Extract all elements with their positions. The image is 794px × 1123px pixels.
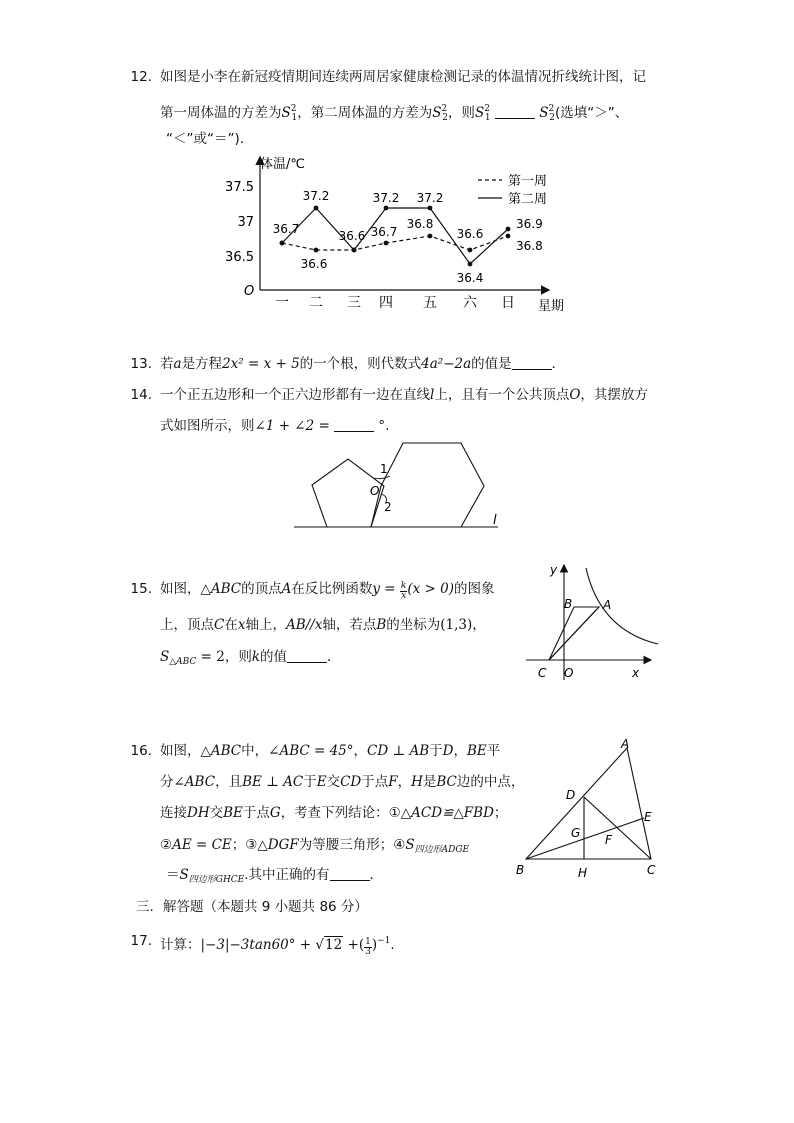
inverse-function-figure (522, 560, 662, 684)
segment-cd (584, 797, 651, 859)
q17-number: 17. (130, 933, 152, 949)
q16-line1: 如图，△ABC中，∠ABC = 45°，CD ⊥ AB于D，BE平 (160, 743, 501, 759)
data-label: 36.8 (516, 239, 543, 253)
data-label: 36.8 (406, 217, 434, 231)
q15-number: 15. (130, 581, 152, 597)
q12-number: 12. (130, 69, 152, 85)
q14-number: 14. (130, 387, 152, 403)
q16-number: 16. (130, 743, 152, 759)
section-3-title: 三．解答题（本题共 9 小题共 86 分） (136, 899, 368, 915)
q16-point-f: F (605, 833, 612, 847)
q14-line1: 一个正五边形和一个正六边形都有一边在直线l上，且有一个公共顶点O，其摆放方 (160, 387, 648, 403)
series-1-point (314, 248, 319, 253)
x-tick-label: 一 (275, 295, 289, 311)
data-label: 36.9 (516, 217, 543, 231)
q16-point-e: E (644, 810, 652, 824)
angle-1-label: 1 (380, 462, 388, 476)
series-2-point (352, 248, 357, 253)
q12-line3: “＜”或“＝”)． (166, 131, 254, 147)
q15-line1: 如图，△ABC的顶点A在反比例函数y = $\frac{k}{x}$ (x > 0)的图象 (160, 581, 495, 601)
x-tick-label: 三 (347, 295, 361, 311)
legend-label-2: 第二周 (508, 192, 548, 207)
q16-point-d: D (566, 788, 576, 802)
q14-answer-blank[interactable] (334, 419, 374, 432)
series-2-point (506, 227, 511, 232)
q15-point-a: A (603, 598, 612, 612)
data-label: 36.6 (456, 227, 484, 241)
triangle-abc-figure (512, 735, 662, 883)
angle-2-label: 2 (384, 500, 392, 514)
q16-line3: 连接DH交BE于点G，考查下列结论：①△ACD≌△FBD； (160, 805, 508, 821)
data-label: 37.2 (416, 191, 444, 205)
q15-answer-blank[interactable] (287, 650, 327, 663)
data-label: 36.4 (456, 271, 484, 285)
legend-label-1: 第一周 (508, 174, 548, 189)
data-label: 36.7 (370, 225, 398, 239)
data-label: 36.7 (272, 222, 300, 236)
q15-point-c: C (538, 666, 547, 680)
q17-line: 计算：|−3|−3tan60° + √12 +( $\frac{1}{3}$ )$^{-1}$. (160, 936, 395, 957)
line-l-label: l (493, 513, 497, 528)
series-1-point (428, 234, 433, 239)
data-label: 37.2 (302, 189, 330, 203)
regular-hexagon (371, 443, 484, 527)
q12-answer-blank[interactable] (495, 106, 535, 119)
q13-answer-blank[interactable] (512, 357, 552, 370)
series-2-point (280, 241, 285, 246)
q16-answer-blank[interactable] (330, 868, 370, 881)
q15-line2: 上，顶点C在x轴上，AB//x轴，若点B的坐标为(1,3)， (160, 617, 486, 633)
origin-label: O (244, 284, 255, 299)
q12-line1: 如图是小李在新冠疫情期间连续两周居家健康检测记录的体温情况折线统计图，记 (160, 69, 646, 85)
series-2-point (314, 206, 319, 211)
y-tick-label: 37.5 (225, 180, 254, 195)
segment-be (526, 818, 644, 859)
q16-point-h: H (578, 866, 588, 880)
q12-line2: 第一周体温的方差为$S^2_1$，第二周体温的方差为$S^2_2$，则$S^2_1$ $S^2_2$(选填“＞”、 (160, 104, 629, 123)
q16-point-a: A (621, 737, 630, 751)
q15-line3: $S_{\triangle ABC} = 2$，则k的值 ． (160, 649, 341, 667)
x-tick-label: 四 (379, 295, 393, 311)
q15-y-label: y (550, 563, 558, 577)
q15-x-label: x (632, 666, 640, 680)
series-1-point (506, 234, 511, 239)
x-tick-label: 日 (501, 295, 515, 311)
q14-line2: 式如图所示，则∠1 + ∠2 = °. (160, 418, 390, 434)
series-2-point (468, 262, 473, 267)
hyperbola-curve (586, 568, 658, 644)
triangle-inner-edge (549, 610, 596, 660)
y-tick-label: 36.5 (225, 250, 254, 265)
x-tick-label: 五 (423, 295, 437, 311)
q16-line2: 分∠ABC，且BE ⊥ AC于E交CD于点F，H是BC边的中点， (160, 774, 525, 790)
pentagon-hexagon-figure (290, 438, 510, 534)
series-2-point (428, 206, 433, 211)
q16-point-b: B (516, 863, 525, 877)
q15-point-b: B (564, 597, 573, 611)
temperature-line-chart (220, 150, 580, 320)
y-tick-label: 37 (237, 215, 254, 230)
q13-line: 若a是方程2x² = x + 5的一个根，则代数式4a²−2a的值是 ． (160, 356, 566, 372)
angle-1-arc (374, 476, 390, 479)
x-tick-label: 二 (309, 295, 323, 311)
sqrt-symbol: √ (315, 937, 325, 953)
q16-line4: ②AE = CE；③△DGF为等腰三角形；$④S_{四边形ADGE}$ (160, 837, 470, 855)
data-label: 36.6 (300, 257, 328, 271)
point-o-label: O (370, 484, 380, 498)
q16-point-g: G (571, 826, 581, 840)
q15-origin-label: O (564, 666, 574, 680)
data-label: 37.2 (372, 191, 400, 205)
series-1-point (468, 248, 473, 253)
x-tick-label: 六 (463, 295, 477, 311)
x-axis-label: 星期 (538, 299, 565, 314)
q13-number: 13. (130, 356, 152, 372)
y-axis-label: 体温/℃ (260, 157, 305, 172)
data-label: 36.6 (338, 229, 366, 243)
series-2-point (384, 206, 389, 211)
q16-point-c: C (647, 863, 656, 877)
series-1-point (384, 241, 389, 246)
q16-line5: $=S_{四边形GHCE}$.其中正确的有 ． (166, 867, 384, 885)
